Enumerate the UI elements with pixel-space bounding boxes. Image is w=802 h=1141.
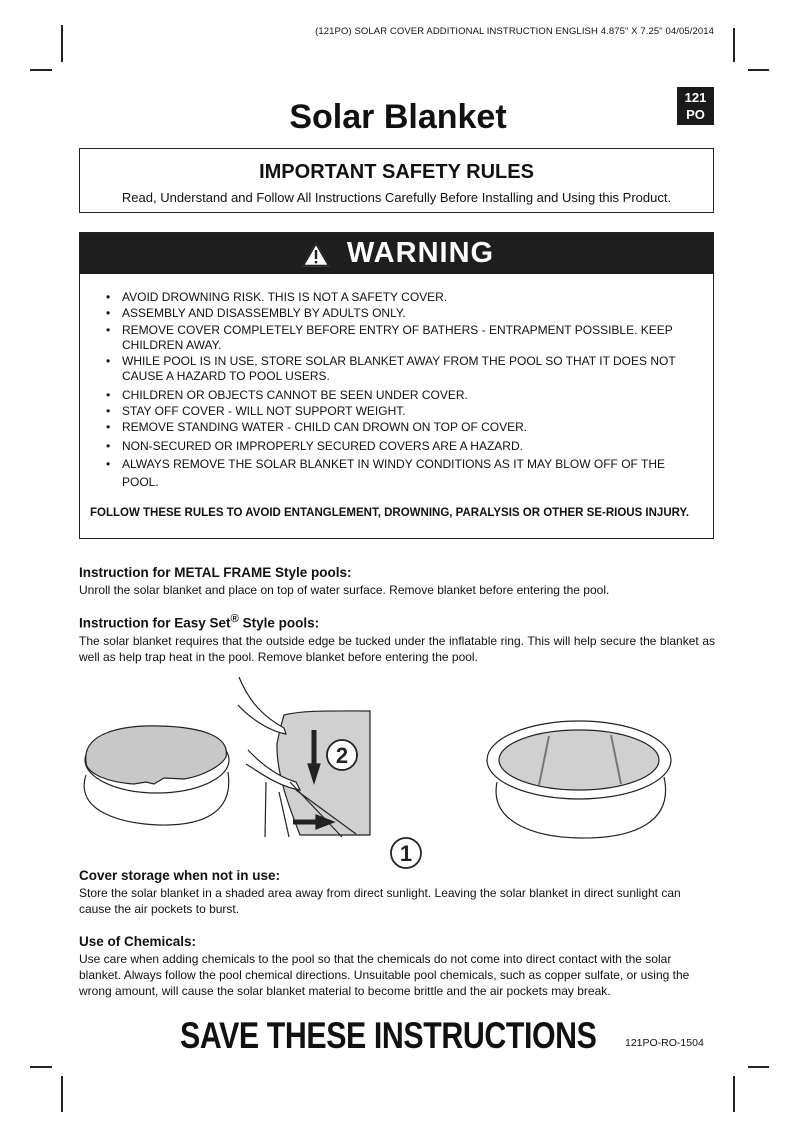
section-body: Unroll the solar blanket and place on top of water surface. Remove blanket before entering the pool. — [79, 583, 610, 597]
easy-set-section — [79, 613, 715, 665]
registered-mark: ® — [230, 613, 239, 625]
installation-illustration — [64, 672, 740, 872]
step-2-label: 2 — [335, 743, 349, 768]
section-body: Store the solar blanket in a shaded area away from direct sunlight. Leaving the solar blanket in direct sunlight can cause the air pockets to burst. — [79, 886, 681, 916]
list-item: • REMOVE COVER COMPLETELY BEFORE ENTRY OF BATHERS - ENTRAPMENT POSSIBLE. KEEP CHILDREN AWAY. — [106, 323, 693, 354]
warning-footer: FOLLOW THESE RULES TO AVOID ENTANGLEMENT, DROWNING, PARALYSIS OR OTHER SE-RIOUS INJURY. — [90, 506, 690, 519]
crop-mark — [30, 1066, 52, 1068]
crop-mark — [733, 1076, 735, 1112]
warning-heading: WARNING — [346, 237, 495, 269]
metal-frame-section — [79, 565, 715, 598]
section-heading: Use of Chemicals: — [79, 934, 197, 949]
crop-mark — [748, 1066, 769, 1068]
badge-line: 121 — [684, 90, 707, 105]
crop-mark — [61, 1076, 63, 1112]
warning-triangle-icon — [299, 239, 333, 269]
save-instructions-heading: SAVE THESE INSTRUCTIONS — [180, 1015, 597, 1056]
list-item: • REMOVE STANDING WATER - CHILD CAN DROWN ON TOP OF COVER. — [106, 420, 693, 435]
print-header: (121PO) SOLAR COVER ADDITIONAL INSTRUCTION ENGLISH 4.875" X 7.25" 04/05/2014 — [315, 26, 714, 37]
heading-text: Style pools: — [238, 615, 320, 631]
list-item: • WHILE POOL IS IN USE, STORE SOLAR BLANKET AWAY FROM THE POOL SO THAT IT DOES NOT CAUSE A HAZARD TO POOL USERS. — [106, 354, 693, 385]
warning-header — [80, 233, 713, 274]
badge-line: PO — [686, 107, 705, 122]
warning-list — [80, 290, 713, 491]
list-item: • STAY OFF COVER - WILL NOT SUPPORT WEIGHT. — [106, 404, 693, 419]
safety-rules-box — [79, 148, 714, 213]
safety-subtext: Read, Understand and Follow All Instructions Carefully Before Installing and Using this Product. — [121, 190, 672, 205]
section-body: The solar blanket requires that the outside edge be tucked under the inflatable ring. This will help secure the blanket as well as help trap heat in the pool. Remove blanket before entering the pool. — [79, 633, 715, 664]
section-heading — [79, 613, 715, 631]
model-badge — [677, 87, 714, 125]
list-item: • NON-SECURED OR IMPROPERLY SECURED COVERS ARE A HAZARD. — [106, 439, 693, 454]
crop-mark — [748, 69, 769, 71]
crop-mark — [30, 69, 52, 71]
crop-mark — [61, 25, 63, 62]
uncovered-pool-image — [487, 721, 671, 838]
heading-text: Instruction for Easy Set — [79, 615, 231, 631]
crop-mark — [733, 28, 735, 62]
section-heading: Cover storage when not in use: — [79, 868, 281, 883]
list-item: • AVOID DROWNING RISK. THIS IS NOT A SAFETY COVER. — [106, 290, 693, 305]
chemicals-section — [79, 934, 715, 999]
covered-pool-image — [84, 726, 229, 825]
page-title: Solar Blanket — [289, 98, 507, 136]
safety-heading: IMPORTANT SAFETY RULES — [259, 161, 534, 183]
step-1-label: 1 — [399, 841, 413, 866]
document-code: 121PO-RO-1504 — [625, 1037, 704, 1049]
list-item: • ASSEMBLY AND DISASSEMBLY BY ADULTS ONLY. — [106, 306, 693, 321]
storage-section — [79, 868, 715, 917]
warning-box — [79, 232, 714, 539]
list-item: • ALWAYS REMOVE THE SOLAR BLANKET IN WINDY CONDITIONS AS IT MAY BLOW OFF OF THE POOL. — [106, 455, 693, 491]
tucking-blanket-image — [238, 677, 421, 868]
list-item: • CHILDREN OR OBJECTS CANNOT BE SEEN UNDER COVER. — [106, 388, 693, 403]
section-heading: Instruction for METAL FRAME Style pools: — [79, 565, 352, 580]
section-body: Use care when adding chemicals to the pool so that the chemicals do not come into direct contact with the solar blanket. Always follow the pool chemical directions. Unsuitable pool chemicals, such as copper sulfate, or using the wrong amount, will cause the solar blanket material to become brittle and the air pockets may break. — [79, 952, 690, 998]
